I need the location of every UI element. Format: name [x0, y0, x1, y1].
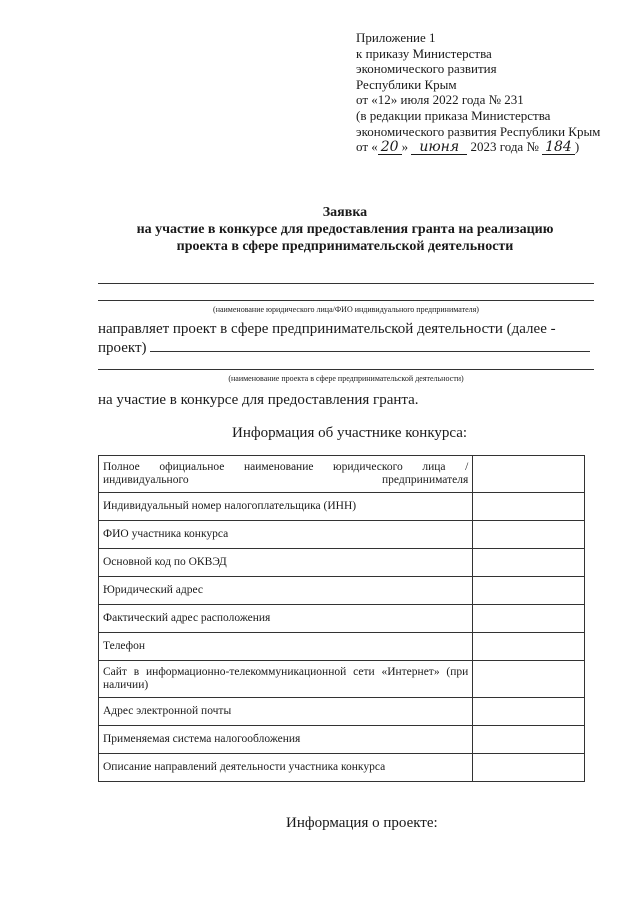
row-label: Применяемая система налогообложения [99, 726, 473, 754]
row-value [473, 698, 585, 726]
table-row [99, 456, 585, 493]
date-mid: » [401, 139, 409, 155]
row-value [473, 726, 585, 754]
project-label: проект) [98, 340, 147, 356]
row-value [473, 605, 585, 633]
table-row [99, 577, 585, 605]
row-label: Сайт в информационно-телекоммуникационной сети «Интернет» (при наличии) [99, 661, 473, 698]
applicant-caption: (наименование юридического лица/ФИО индивидуального предпринимателя) [213, 305, 479, 314]
annex-header [356, 30, 628, 155]
date-close: ) [574, 139, 580, 155]
annex-line-1: Приложение 1 [356, 30, 436, 45]
table-row [99, 726, 585, 754]
project-name-line-2 [98, 369, 594, 370]
handwritten-day: 20 [378, 141, 402, 155]
annex-line-5: от «12» июля 2022 года № 231 [356, 92, 524, 108]
applicant-name-line-1 [98, 283, 594, 284]
table-row [99, 661, 585, 698]
row-label: Фактический адрес расположения [99, 605, 473, 633]
table-row [99, 754, 585, 782]
table-row [99, 605, 585, 633]
table-row [99, 521, 585, 549]
sends-project-text: направляет проект в сфере предпринимательской деятельности (далее - [98, 321, 556, 337]
row-value [473, 456, 585, 493]
row-value [473, 661, 585, 698]
row-value [473, 549, 585, 577]
title-line-1: Заявка [322, 205, 368, 220]
participant-info-heading: Информация об участнике конкурса: [232, 425, 468, 441]
table-row [99, 549, 585, 577]
row-label: Полное официальное наименование юридического лица /индивидуального предпринимателя [99, 456, 473, 493]
project-name-row [98, 339, 598, 357]
date-prefix: от « [356, 139, 378, 155]
row-label: Основной код по ОКВЭД [99, 549, 473, 577]
annex-date-line [356, 139, 628, 155]
annex-line-4: Республики Крым [356, 76, 457, 92]
handwritten-number: 184 [542, 141, 575, 155]
annex-line-3: экономического развития [356, 61, 497, 77]
title-line-2: на участие в конкурсе для предоставления гранта на реализацию [136, 222, 554, 237]
row-value [473, 754, 585, 782]
row-label: Описание направлений деятельности участника конкурса [99, 754, 473, 782]
row-label: ФИО участника конкурса [99, 521, 473, 549]
annex-line-6: (в редакции приказа Министерства экономического развития Республики Крым [356, 107, 601, 139]
row-label: Индивидуальный номер налогоплательщика (ИНН) [99, 493, 473, 521]
row-label: Юридический адрес [99, 577, 473, 605]
participation-text: на участие в конкурсе для предоставления гранта. [98, 392, 419, 408]
row-value [473, 493, 585, 521]
row-value [473, 633, 585, 661]
document-title [90, 204, 600, 255]
project-name-blank [150, 339, 590, 352]
participant-info-table [98, 455, 585, 782]
project-info-heading: Информация о проекте: [286, 815, 438, 831]
row-label: Адрес электронной почты [99, 698, 473, 726]
handwritten-month: июня [411, 141, 467, 155]
annex-line-2: к приказу Министерства [356, 45, 492, 61]
date-year: 2023 года № [470, 139, 539, 155]
table-row [99, 633, 585, 661]
row-value [473, 521, 585, 549]
table-row [99, 493, 585, 521]
title-line-3: проекта в сфере предпринимательской деятельности [176, 239, 514, 254]
project-caption: (наименование проекта в сфере предпринимательской деятельности) [228, 374, 464, 383]
table-row [99, 698, 585, 726]
row-label: Телефон [99, 633, 473, 661]
row-value [473, 577, 585, 605]
applicant-name-line-2 [98, 300, 594, 301]
